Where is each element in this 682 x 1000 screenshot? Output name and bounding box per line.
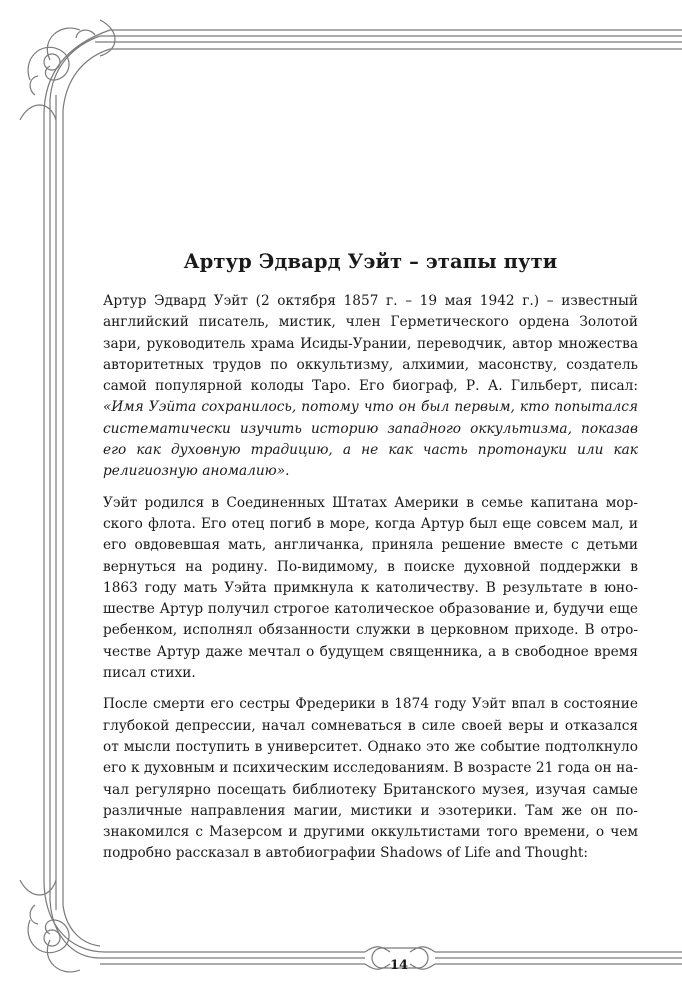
quote-text: «Имя Уэйта сохранилось, потому что он был первым, кто попытался систематически изучить историю западного оккультизма, показав его как духовную традицию, а не как часть протонауки или как религиозную аномалию» [103,399,638,480]
paragraph-text: . [285,463,290,480]
paragraph [103,291,638,483]
page-number: 14 [389,958,409,973]
body-text [103,291,638,865]
paragraph [103,694,638,864]
paragraph-text: Артур Эдвард Уэйт (2 октября 1857 г. – 19 мая 1942 г.) – известный английский писатель, мистик, член Герметического ордена Золотой зари, руководитель храма Исиды-Урании, переводчик, автор множества авторитетных трудов по оккультизму, алхимии, масонству, создатель самой популярной колоды Таро. Его биограф, Р. А. Гильберт, писал: [103,293,638,395]
page-content [103,250,638,875]
paragraph-text: После смерти его сестры Фредерики в 1874 году Уэйт впал в состояние глубокой депрессии, начал сомневаться в силе своей веры и отказался от мысли поступить в университет. Однако это же событие подтолкнуло его к духовным и психическим исследованиям. В возрасте 21 года он начал регулярно посещать библиотеку Британского музея, изучая самые различные направления магии, мистики и эзотерики. Там же он познакомился с Мазерсом и другими оккультистами того времени, о чем подробно рассказал в автобиографии Shadows of Life and Thought: [103,696,638,862]
paragraph [103,493,638,685]
page-title: Артур Эдвард Уэйт – этапы пути [183,250,558,273]
paragraph-text: Уэйт родился в Соединенных Штатах Америки в семье капитана морского флота. Его отец погиб в море, когда Артур был еще совсем мал, и его овдовевшая мать, англичанка, приняла решение вместе с детьми вернуться на родину. По-видимому, в поиске духовной поддержки в 1863 году мать Уэйта примкнула к католичеству. В результате в юношестве Артур получил строгое католическое образование и, будучи еще ребенком, исполнял обязанности служки в церковном приходе. В отрочестве Артур даже мечтал о будущем священника, а в свободное время писал стихи. [103,494,638,682]
